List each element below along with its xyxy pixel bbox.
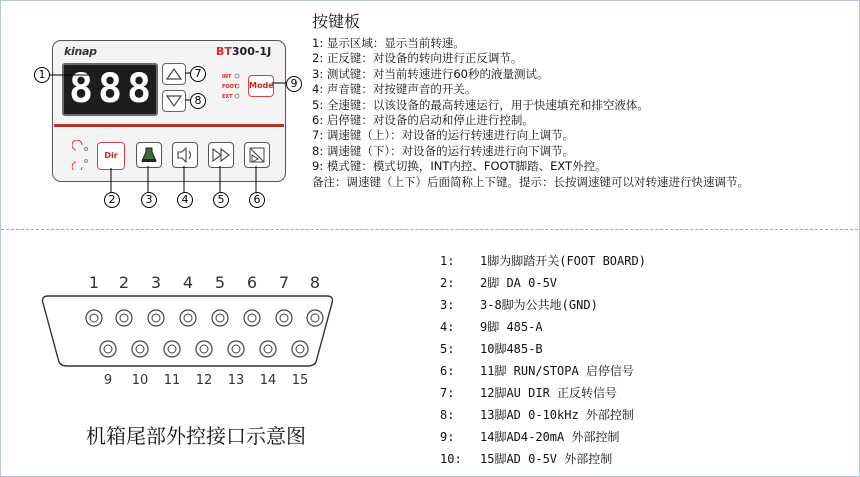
pin-index: 6: [440, 364, 455, 378]
pin-row [440, 426, 646, 448]
callout-1: 1 [34, 67, 50, 83]
key-description-line: 2: 正反键：对设备的转向进行正反调节。 [312, 51, 523, 66]
pin-row [440, 294, 646, 316]
pin-number-top: 2 [118, 273, 130, 292]
pin-number-top: 3 [150, 273, 162, 292]
model-suffix: 300-1J [231, 45, 272, 58]
pin-index: 9: [440, 430, 455, 444]
pin-text: 12脚AU DIR 正反转信号 [480, 386, 618, 400]
display-digit: 8 [68, 66, 94, 112]
pin-number-bottom: 14 [259, 373, 277, 388]
key-description-line: 3: 测试键：对当前转速进行60秒的液量测试。 [312, 66, 549, 81]
callout-6: 6 [249, 192, 265, 208]
pin-number-bottom: 9 [103, 373, 113, 388]
pin-index: 1: [440, 254, 455, 268]
pin-number-bottom: 10 [131, 373, 149, 388]
pin-number-bottom: 13 [227, 373, 245, 388]
model-prefix: BT [216, 45, 232, 58]
pin-text: 14脚AD4-20mA 外部控制 [480, 430, 620, 444]
key-description-line: 6: 启停键：对设备的启动和停止进行控制。 [312, 113, 534, 128]
callout-7: 7 [190, 66, 206, 82]
callout-8: 8 [190, 93, 206, 109]
keypad-title: 按键板 [312, 12, 361, 31]
pin-row [440, 272, 646, 294]
pin-row [440, 382, 646, 404]
pin-index: 8: [440, 408, 455, 422]
connector-caption: 机箱尾部外控接口示意图 [86, 424, 306, 448]
mode-button[interactable]: Mode [248, 75, 274, 97]
pin-index: 10: [440, 452, 462, 466]
pin-index: 5: [440, 342, 455, 356]
key-description-line: 8: 调速键（下）：对设备的运行转速进行向下调节。 [312, 143, 575, 158]
display-digit: 8 [126, 66, 152, 112]
db15-connector [40, 290, 340, 370]
callout-3: 3 [141, 192, 157, 208]
direction-button[interactable]: Dir [97, 142, 125, 170]
pin-description-list [440, 250, 646, 470]
pin-text: 10脚485-B [480, 342, 543, 356]
key-description-line: 7: 调速键（上）：对设备的运行转速进行向上调节。 [312, 128, 575, 143]
pin-number-top: 4 [182, 273, 194, 292]
pin-text: 3-8脚为公共地(GND) [480, 298, 598, 312]
callout-lines [0, 0, 300, 215]
pin-row [440, 448, 646, 470]
pin-number-top: 7 [278, 273, 290, 292]
callout-2: 2 [104, 192, 120, 208]
display-digit: 8 [97, 66, 123, 112]
pin-number-bottom: 12 [195, 373, 213, 388]
led-foot-label: FOOT [222, 84, 238, 90]
pin-number-top: 8 [309, 273, 321, 292]
callout-4: 4 [177, 192, 193, 208]
section-divider [1, 229, 858, 230]
pin-index: 3: [440, 298, 455, 312]
key-description-line: 9: 模式键：模式切换，INT内控、FOOT脚踏、EXT外控。 [312, 159, 607, 174]
pin-number-top: 1 [88, 273, 100, 292]
led-ext-label: EXT [222, 94, 233, 100]
key-description-list [312, 36, 749, 190]
pin-number-top: 6 [246, 273, 258, 292]
pin-text: 15脚AD 0-5V 外部控制 [480, 452, 613, 466]
key-description-line: 1: 显示区域：显示当前转速。 [312, 36, 465, 50]
callout-5: 5 [213, 192, 229, 208]
pin-index: 4: [440, 320, 455, 334]
pin-row [440, 404, 646, 426]
pin-row [440, 250, 646, 272]
pin-text: 1脚为脚踏开关(FOOT BOARD) [480, 254, 646, 268]
pin-text: 13脚AD 0-10kHz 外部控制 [480, 408, 634, 422]
led-int-label: INT [222, 74, 232, 80]
key-description-line: 备注：调速键（上下）后面简称上下键。提示：长按调速键可以对转速进行快速调节。 [312, 174, 749, 189]
pin-text: 11脚 RUN/STOPA 启停信号 [480, 364, 634, 378]
pin-index: 7: [440, 386, 455, 400]
pin-index: 2: [440, 276, 455, 290]
pin-number-bottom: 15 [291, 373, 309, 388]
pin-text: 2脚 DA 0-5V [480, 276, 558, 290]
pin-row [440, 316, 646, 338]
pin-text: 9脚 485-A [480, 320, 543, 334]
pin-number-top: 5 [214, 273, 226, 292]
pin-row [440, 338, 646, 360]
callout-9: 9 [286, 76, 302, 92]
pin-row [440, 360, 646, 382]
key-description-line: 4: 声音键：对按键声音的开关。 [312, 82, 477, 97]
brand-logo: kinap [64, 45, 97, 58]
pin-number-bottom: 11 [163, 373, 181, 388]
key-description-line: 5: 全速键：以该设备的最高转速运行，用于快速填充和排空液体。 [312, 97, 649, 112]
